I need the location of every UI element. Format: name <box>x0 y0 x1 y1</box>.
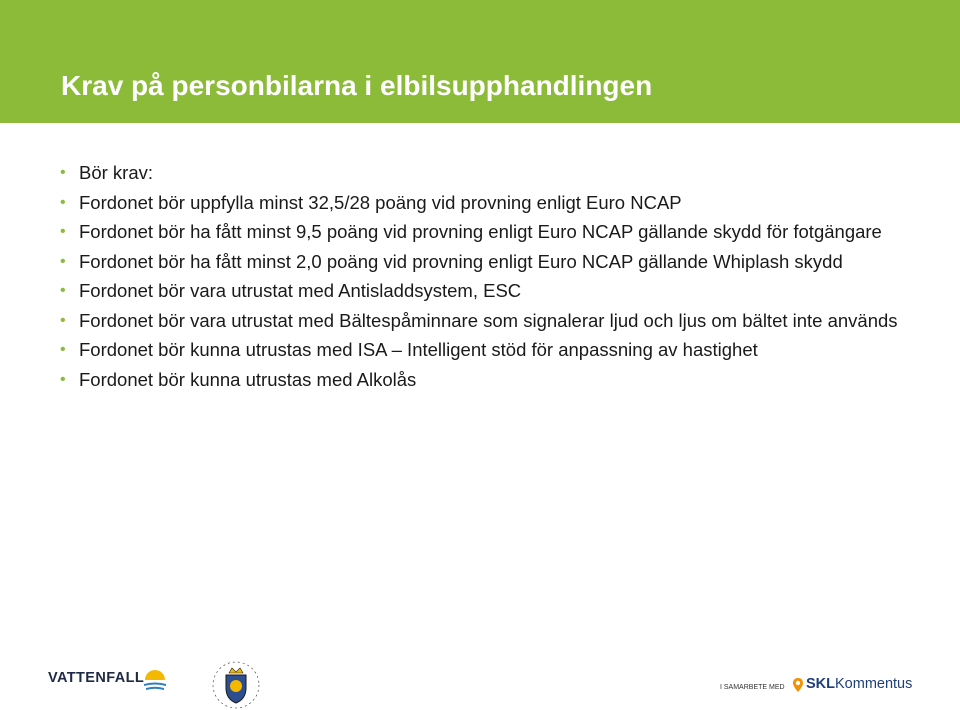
bullet-text: Fordonet bör uppfylla minst 32,5/28 poäng vid provning enligt Euro NCAP <box>79 191 682 213</box>
bullet-list <box>60 161 920 397</box>
bullet-item <box>60 191 920 216</box>
skl-kommentus-logo-text <box>806 676 912 692</box>
bullet-item <box>60 309 920 334</box>
bullet-marker: • <box>60 341 66 358</box>
bullet-marker: • <box>60 164 66 181</box>
bullet-item <box>60 250 920 275</box>
bullet-text: Fordonet bör vara utrustat med Bältespåminnare som signalerar ljud och ljus om bältet inte används <box>79 309 898 331</box>
bullet-item <box>60 161 920 186</box>
footer-logos <box>0 655 960 707</box>
samarbete-label: I SAMARBETE MED <box>720 684 785 691</box>
stockholm-seal <box>209 658 263 710</box>
bullet-item <box>60 220 920 245</box>
bullet-text: Fordonet bör kunna utrustas med Alkolås <box>79 368 417 390</box>
bullet-marker: • <box>60 282 66 299</box>
skl-label: SKL <box>806 676 835 692</box>
bullet-marker: • <box>60 193 66 211</box>
bullet-item <box>60 368 920 393</box>
slide-title: Krav på personbilarna i elbilsupphandlingen <box>61 70 653 101</box>
kommentus-label: Kommentus <box>835 676 913 692</box>
bullet-text: Fordonet bör ha fått minst 2,0 poäng vid provning enligt Euro NCAP gällande Whiplash skydd <box>79 250 843 272</box>
vattenfall-logo-text: VATTENFALL <box>48 670 145 686</box>
bullet-marker: • <box>60 223 66 240</box>
bullet-text: Fordonet bör ha fått minst 9,5 poäng vid provning enligt Euro NCAP gällande skydd för fotgängare <box>79 221 882 242</box>
bullet-text: Fordonet bör kunna utrustas med ISA – Intelligent stöd för anpassning av hastighet <box>79 339 758 360</box>
bullet-text: Fordonet bör vara utrustat med Antisladdsystem, ESC <box>79 280 522 301</box>
bullet-marker: • <box>60 252 66 270</box>
bullet-item <box>60 279 920 304</box>
skl-pin-icon <box>792 677 804 693</box>
bullet-marker: • <box>60 311 66 329</box>
bullet-item <box>60 338 920 363</box>
header-band <box>0 0 960 123</box>
bullet-text: Bör krav: <box>79 162 154 183</box>
vattenfall-sun-icon <box>142 667 168 693</box>
bullet-marker: • <box>60 370 66 388</box>
